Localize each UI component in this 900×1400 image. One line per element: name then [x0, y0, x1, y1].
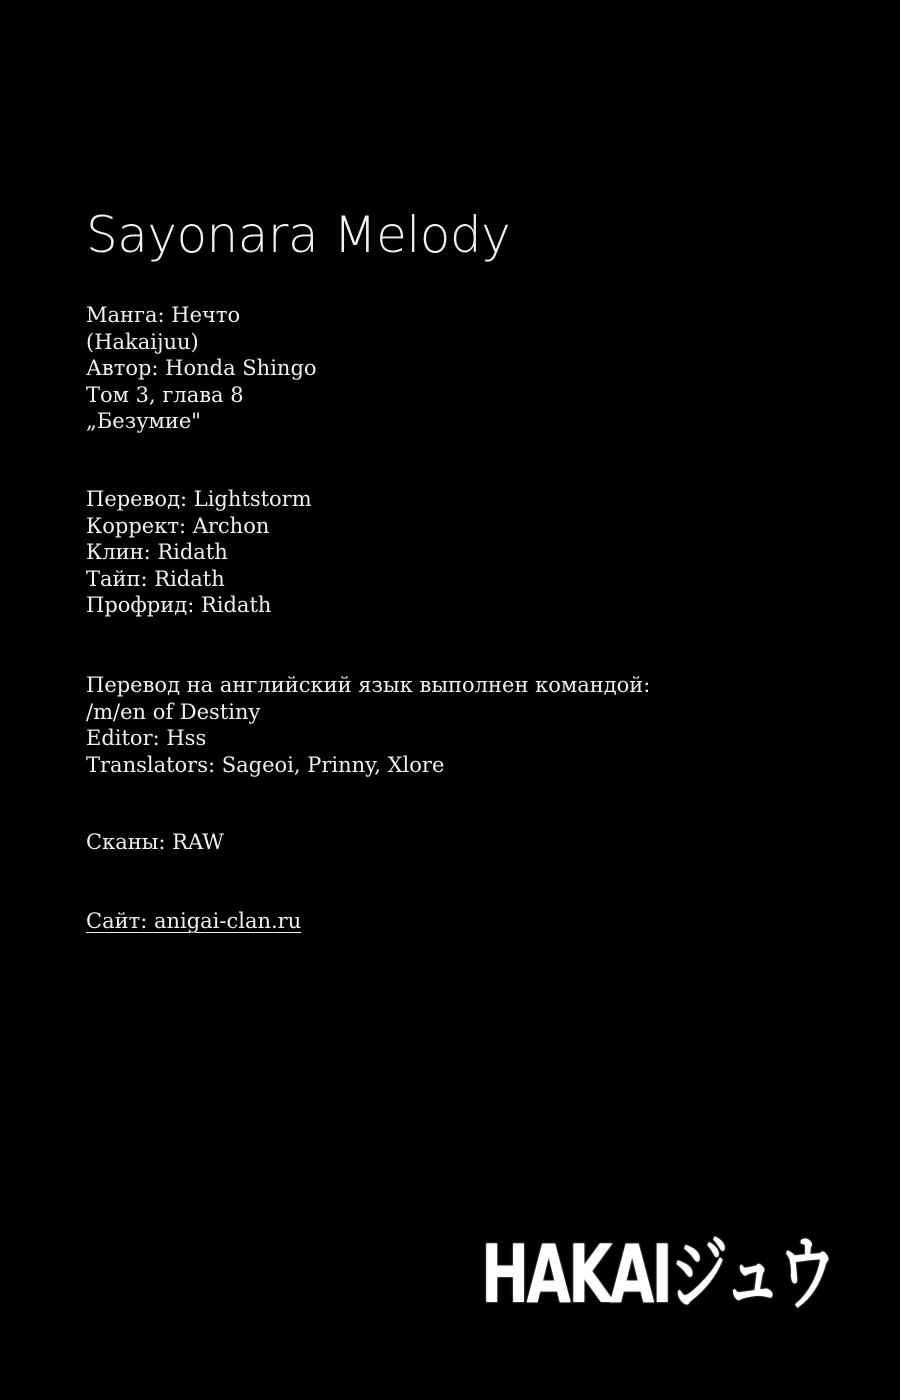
english-team-heading: Перевод на английский язык выполнен командой:: [86, 673, 651, 697]
site-block: [86, 908, 301, 935]
proofread-line: Профрид: Ridath: [86, 593, 272, 617]
hakaijuu-logo: HAKAIジュウ: [481, 1228, 834, 1321]
manga-name-line: Манга: Нечто: [86, 303, 241, 327]
typesetter-line: Тайп: Ridath: [86, 566, 225, 591]
page-title: Sayonara Melody: [86, 206, 511, 264]
team-credits-block: [86, 486, 312, 619]
manga-original-name-line: (Hakaijuu): [86, 329, 199, 354]
proofreader-line: Коррект: Archon: [86, 513, 270, 538]
english-editor-line: Editor: Hss: [86, 726, 207, 750]
english-team-name: /m/en of Destiny: [86, 699, 261, 724]
author-line: Автор: Honda Shingo: [86, 356, 317, 380]
volume-chapter-line: Том 3, глава 8: [86, 382, 244, 407]
site-link[interactable]: Сайт: anigai-clan.ru: [86, 909, 302, 933]
scans-line: Сканы: RAW: [86, 830, 224, 854]
scans-block: [86, 829, 224, 856]
translator-line: Перевод: Lightstorm: [86, 487, 312, 511]
english-team-block: [86, 672, 650, 778]
chapter-title-line: „Безумие": [86, 409, 201, 433]
english-translators-line: Translators: Sageoi, Prinny, Xlore: [86, 752, 445, 777]
manga-info-block: [86, 302, 317, 435]
cleaner-line: Клин: Ridath: [86, 540, 228, 564]
